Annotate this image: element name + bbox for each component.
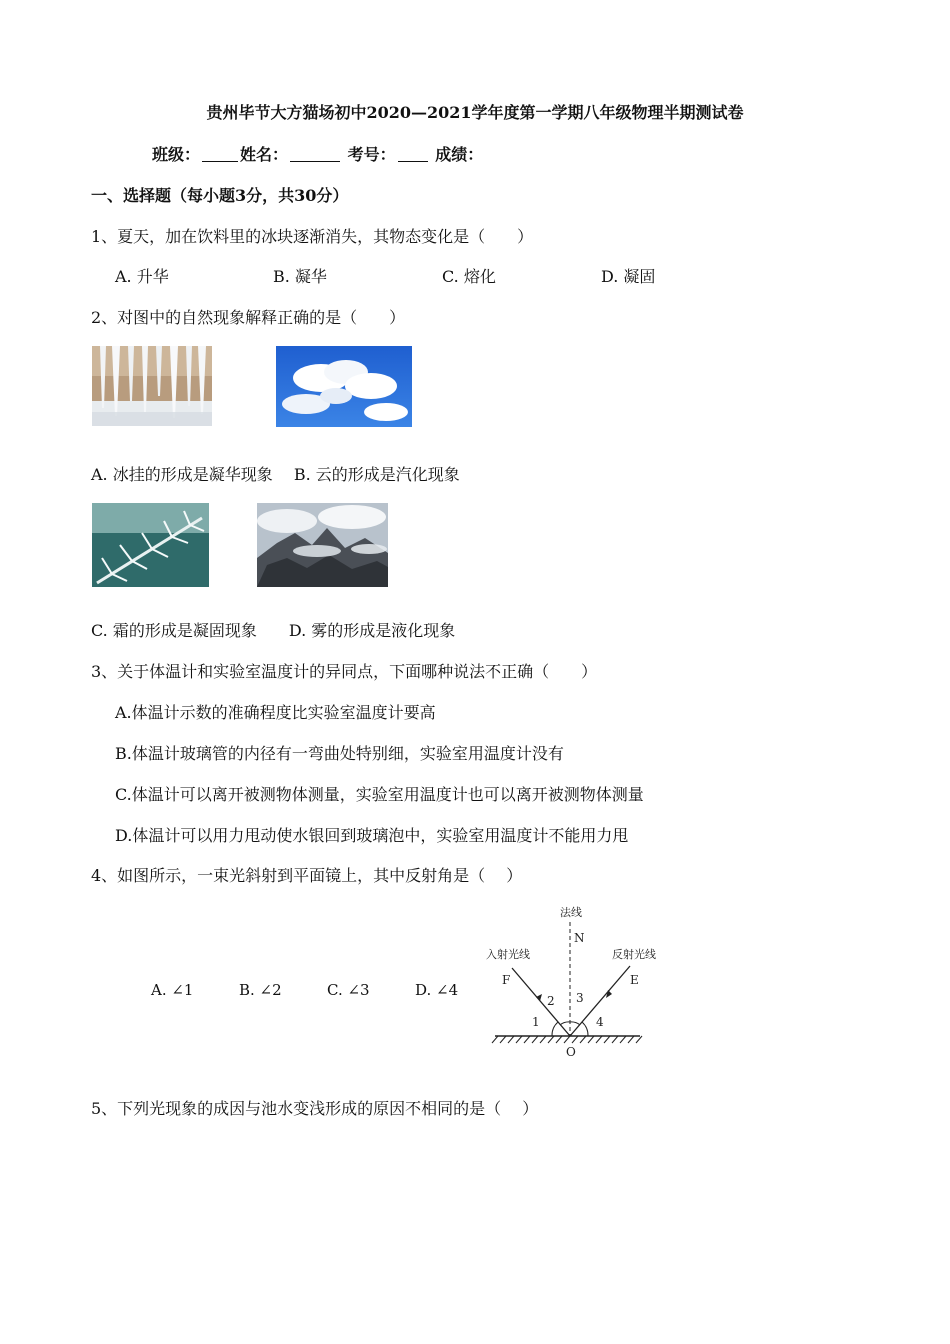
exam-no-label: 考号：: [347, 145, 396, 164]
q1-option-c: C. 熔化: [442, 267, 496, 286]
page-title: 贵州毕节大方猫场初中2020—2021学年度第一学期八年级物理半期测试卷: [206, 103, 744, 122]
class-label: 班级：: [152, 145, 201, 164]
q3-option-d: D.体温计可以用力甩动使水银回到玻璃泡中，实验室用温度计不能用力甩: [115, 826, 629, 845]
q4-option-d: D. ∠4: [415, 981, 459, 999]
q1-option-d: D. 凝固: [601, 267, 656, 286]
angle-2-label: 2: [547, 994, 555, 1008]
q1-option-a: A. 升华: [115, 267, 169, 286]
name-label: 姓名：: [240, 145, 289, 164]
question-3-stem: 3、关于体温计和实验室温度计的异同点，下面哪种说法不正确（ ）: [91, 662, 598, 681]
question-4-stem: 4、如图所示，一束光斜射到平面镜上，其中反射角是（ ）: [91, 866, 523, 885]
frost-photo: [92, 503, 209, 587]
question-2-stem: 2、对图中的自然现象解释正确的是（ ）: [91, 308, 406, 327]
question-5-stem: 5、下列光现象的成因与池水变浅形成的原因不相同的是（ ）: [91, 1099, 539, 1118]
q4-option-a: A. ∠1: [151, 981, 194, 999]
class-blank[interactable]: [202, 147, 238, 162]
q3-option-b: B.体温计玻璃管的内径有一弯曲处特别细，实验室用温度计没有: [115, 744, 564, 763]
label-f: F: [502, 973, 511, 987]
angle-4-label: 4: [596, 1015, 604, 1029]
q3-option-a: A.体温计示数的准确程度比实验室温度计要高: [115, 703, 436, 722]
q4-option-c: C. ∠3: [327, 981, 370, 999]
section-heading: 一、选择题（每小题3分，共30分）: [91, 186, 349, 205]
label-e: E: [630, 973, 639, 987]
q1-option-b: B. 凝华: [273, 267, 327, 286]
question-1-stem: 1、夏天，加在饮料里的冰块逐渐消失，其物态变化是（ ）: [91, 227, 534, 246]
reflected-ray-label: 反射光线: [612, 948, 656, 961]
question-2-options-ab: A. 冰挂的形成是凝华现象 B. 云的形成是汽化现象: [91, 465, 460, 484]
score-label: 成绩：: [435, 145, 484, 164]
incident-ray-label: 入射光线: [486, 948, 530, 961]
q3-option-c: C.体温计可以离开被测物体测量，实验室用温度计也可以离开被测物体测量: [115, 785, 644, 804]
icicle-photo: [92, 346, 212, 426]
q4-option-b: B. ∠2: [239, 981, 282, 999]
student-info: [152, 142, 483, 165]
reflection-diagram: [480, 898, 660, 1063]
angle-1-label: 1: [532, 1015, 540, 1029]
normal-label: 法线: [560, 906, 582, 919]
angle-3-label: 3: [576, 991, 584, 1005]
exam-no-blank[interactable]: [398, 147, 428, 162]
label-o: O: [566, 1045, 576, 1059]
label-n: N: [574, 931, 585, 945]
name-blank[interactable]: [290, 147, 340, 162]
fog-mountain-photo: [257, 503, 388, 587]
question-2-options-cd: C. 霜的形成是凝固现象 D. 雾的形成是液化现象: [91, 621, 456, 640]
cloud-photo: [276, 346, 412, 427]
